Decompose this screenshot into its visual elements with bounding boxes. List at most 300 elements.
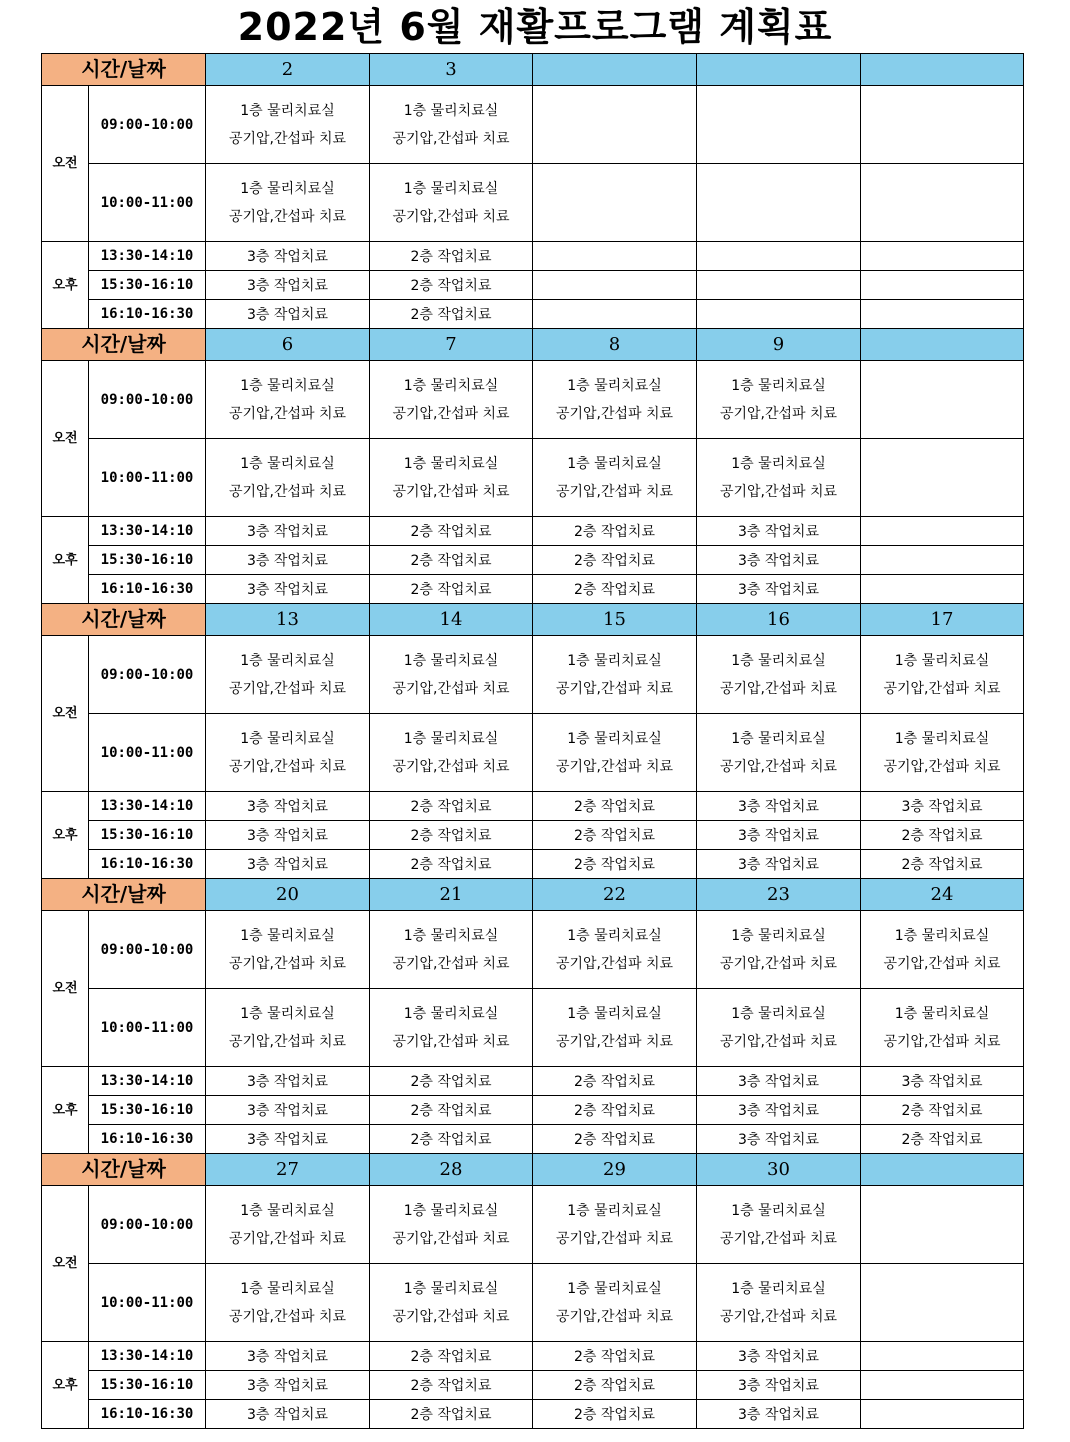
- physio-location: 1층 물리치료실: [240, 455, 335, 472]
- occupational-therapy-cell: 3층 작업치료: [697, 546, 861, 575]
- physio-location: 1층 물리치료실: [567, 652, 662, 669]
- physio-treatment: 공기압,간섭파 치료: [228, 405, 347, 422]
- occupational-therapy-cell: [861, 1400, 1024, 1429]
- physio-cell: [370, 361, 533, 439]
- physio-location: 1층 물리치료실: [567, 927, 662, 944]
- occupational-therapy-cell: 3층 작업치료: [697, 850, 861, 879]
- physio-cell: [697, 714, 861, 792]
- physio-cell: [533, 714, 697, 792]
- date-cell: 24: [861, 879, 1024, 911]
- physio-location: 1층 물리치료실: [403, 455, 499, 472]
- physio-cell: [533, 439, 697, 517]
- physio-treatment: 공기압,간섭파 치료: [392, 1033, 510, 1050]
- occupational-therapy-cell: 3층 작업치료: [206, 1400, 370, 1429]
- occupational-therapy-cell: 2층 작업치료: [370, 546, 533, 575]
- am-row: [42, 86, 1024, 164]
- date-cell: 2: [206, 54, 370, 86]
- physio-treatment: 공기압,간섭파 치료: [228, 483, 347, 500]
- occupational-therapy-cell: 2층 작업치료: [861, 1125, 1024, 1154]
- physio-location: 1층 물리치료실: [567, 1005, 662, 1022]
- occupational-therapy-cell: 2층 작업치료: [533, 546, 697, 575]
- occupational-therapy-cell: [861, 242, 1024, 271]
- occupational-therapy-cell: [861, 271, 1024, 300]
- physio-cell: [697, 164, 861, 242]
- date-cell: 14: [370, 604, 533, 636]
- time-slot: 16:10-16:30: [89, 575, 206, 604]
- physio-location: 1층 물리치료실: [403, 377, 499, 394]
- occupational-therapy-cell: 3층 작업치료: [206, 546, 370, 575]
- time-slot: 13:30-14:10: [89, 242, 206, 271]
- physio-cell: [861, 636, 1024, 714]
- time-slot: 15:30-16:10: [89, 1096, 206, 1125]
- time-date-label: 시간/날짜: [42, 54, 206, 86]
- physio-location: 1층 물리치료실: [403, 652, 499, 669]
- date-cell: 3: [370, 54, 533, 86]
- physio-treatment: 공기압,간섭파 치료: [228, 130, 347, 147]
- time-slot: 09:00-10:00: [89, 911, 206, 989]
- physio-location: 1층 물리치료실: [731, 730, 826, 747]
- occupational-therapy-cell: 2층 작업치료: [533, 850, 697, 879]
- physio-cell: [206, 164, 370, 242]
- occupational-therapy-cell: 2층 작업치료: [861, 850, 1024, 879]
- physio-location: 1층 물리치료실: [240, 1005, 335, 1022]
- date-cell: 27: [206, 1154, 370, 1186]
- occupational-therapy-cell: 2층 작업치료: [370, 1067, 533, 1096]
- occupational-therapy-cell: 2층 작업치료: [370, 575, 533, 604]
- date-cell: 7: [370, 329, 533, 361]
- physio-cell: [697, 911, 861, 989]
- physio-treatment: 공기압,간섭파 치료: [719, 405, 838, 422]
- physio-treatment: 공기압,간섭파 치료: [719, 483, 838, 500]
- physio-treatment: 공기압,간섭파 치료: [719, 680, 838, 697]
- physio-location: 1층 물리치료실: [403, 102, 499, 119]
- physio-location: 1층 물리치료실: [240, 652, 335, 669]
- pm-row: [42, 1371, 1024, 1400]
- occupational-therapy-cell: 2층 작업치료: [533, 1371, 697, 1400]
- occupational-therapy-cell: [697, 271, 861, 300]
- physio-cell: [206, 911, 370, 989]
- occupational-therapy-cell: 3층 작업치료: [206, 575, 370, 604]
- time-slot: 09:00-10:00: [89, 1186, 206, 1264]
- physio-treatment: 공기압,간섭파 치료: [555, 1230, 674, 1247]
- occupational-therapy-cell: 2층 작업치료: [370, 821, 533, 850]
- time-slot: 13:30-14:10: [89, 517, 206, 546]
- period-am-label: 오전: [42, 361, 89, 517]
- physio-cell: [370, 1264, 533, 1342]
- physio-location: 1층 물리치료실: [894, 730, 990, 747]
- occupational-therapy-cell: 3층 작업치료: [861, 1067, 1024, 1096]
- am-row: [42, 1264, 1024, 1342]
- physio-cell: [370, 1186, 533, 1264]
- physio-cell: [697, 439, 861, 517]
- pm-row: [42, 300, 1024, 329]
- physio-location: 1층 물리치료실: [403, 1280, 499, 1297]
- physio-treatment: 공기압,간섭파 치료: [719, 955, 838, 972]
- physio-cell: [533, 164, 697, 242]
- physio-cell: [861, 439, 1024, 517]
- physio-treatment: 공기압,간섭파 치료: [392, 1308, 510, 1325]
- date-cell: 9: [697, 329, 861, 361]
- time-date-label: 시간/날짜: [42, 879, 206, 911]
- physio-treatment: 공기압,간섭파 치료: [555, 1308, 674, 1325]
- time-slot: 10:00-11:00: [89, 989, 206, 1067]
- pm-row: [42, 242, 1024, 271]
- week-header-row: [42, 879, 1024, 911]
- date-cell: 22: [533, 879, 697, 911]
- physio-cell: [697, 989, 861, 1067]
- occupational-therapy-cell: [697, 300, 861, 329]
- physio-location: 1층 물리치료실: [731, 1005, 826, 1022]
- physio-cell: [697, 86, 861, 164]
- occupational-therapy-cell: 2층 작업치료: [370, 792, 533, 821]
- pm-row: [42, 1400, 1024, 1429]
- physio-treatment: 공기압,간섭파 치료: [392, 208, 510, 225]
- date-cell: 15: [533, 604, 697, 636]
- physio-cell: [206, 86, 370, 164]
- physio-location: 1층 물리치료실: [403, 927, 499, 944]
- occupational-therapy-cell: 2층 작업치료: [370, 517, 533, 546]
- physio-location: 1층 물리치료실: [894, 1005, 990, 1022]
- physio-cell: [861, 911, 1024, 989]
- physio-treatment: 공기압,간섭파 치료: [392, 758, 510, 775]
- occupational-therapy-cell: 2층 작업치료: [370, 1096, 533, 1125]
- physio-cell: [370, 86, 533, 164]
- physio-treatment: 공기압,간섭파 치료: [555, 955, 674, 972]
- physio-cell: [206, 714, 370, 792]
- week-header-row: [42, 54, 1024, 86]
- occupational-therapy-cell: [861, 546, 1024, 575]
- time-slot: 09:00-10:00: [89, 86, 206, 164]
- occupational-therapy-cell: [697, 242, 861, 271]
- physio-cell: [533, 361, 697, 439]
- physio-treatment: 공기압,간섭파 치료: [719, 1308, 838, 1325]
- physio-cell: [206, 636, 370, 714]
- page-title: 2022년 6월 재활프로그램 계획표: [237, 5, 833, 49]
- time-slot: 16:10-16:30: [89, 850, 206, 879]
- occupational-therapy-cell: 2층 작업치료: [370, 1342, 533, 1371]
- physio-treatment: 공기압,간섭파 치료: [555, 680, 674, 697]
- occupational-therapy-cell: 3층 작업치료: [206, 792, 370, 821]
- date-cell: [861, 1154, 1024, 1186]
- occupational-therapy-cell: 2층 작업치료: [533, 1067, 697, 1096]
- physio-cell: [370, 911, 533, 989]
- physio-cell: [861, 714, 1024, 792]
- physio-cell: [861, 86, 1024, 164]
- physio-location: 1층 물리치료실: [567, 455, 662, 472]
- physio-cell: [697, 1186, 861, 1264]
- date-cell: 23: [697, 879, 861, 911]
- physio-cell: [206, 989, 370, 1067]
- physio-treatment: 공기압,간섭파 치료: [555, 758, 674, 775]
- physio-location: 1층 물리치료실: [567, 730, 662, 747]
- am-row: [42, 439, 1024, 517]
- time-date-label: 시간/날짜: [42, 329, 206, 361]
- period-am-label: 오전: [42, 86, 89, 242]
- period-am-label: 오전: [42, 1186, 89, 1342]
- physio-cell: [370, 989, 533, 1067]
- time-slot: 10:00-11:00: [89, 164, 206, 242]
- physio-location: 1층 물리치료실: [240, 1280, 335, 1297]
- physio-location: 1층 물리치료실: [894, 652, 990, 669]
- time-slot: 15:30-16:10: [89, 821, 206, 850]
- occupational-therapy-cell: 3층 작업치료: [206, 300, 370, 329]
- period-pm-label: 오후: [42, 1067, 89, 1154]
- date-cell: [533, 54, 697, 86]
- time-date-label: 시간/날짜: [42, 604, 206, 636]
- occupational-therapy-cell: [861, 575, 1024, 604]
- pm-row: [42, 1067, 1024, 1096]
- physio-cell: [861, 1186, 1024, 1264]
- physio-treatment: 공기압,간섭파 치료: [228, 1033, 347, 1050]
- date-cell: 30: [697, 1154, 861, 1186]
- occupational-therapy-cell: 3층 작업치료: [697, 1371, 861, 1400]
- occupational-therapy-cell: 2층 작업치료: [533, 1125, 697, 1154]
- time-slot: 13:30-14:10: [89, 1067, 206, 1096]
- physio-treatment: 공기압,간섭파 치료: [719, 1230, 838, 1247]
- pm-row: [42, 821, 1024, 850]
- physio-location: 1층 물리치료실: [731, 652, 826, 669]
- time-date-label: 시간/날짜: [42, 1154, 206, 1186]
- physio-location: 1층 물리치료실: [240, 377, 335, 394]
- physio-location: 1층 물리치료실: [731, 927, 826, 944]
- physio-cell: [370, 164, 533, 242]
- physio-cell: [206, 1186, 370, 1264]
- physio-treatment: 공기압,간섭파 치료: [228, 1308, 347, 1325]
- occupational-therapy-cell: 2층 작업치료: [533, 517, 697, 546]
- physio-cell: [697, 636, 861, 714]
- occupational-therapy-cell: 2층 작업치료: [370, 271, 533, 300]
- am-row: [42, 164, 1024, 242]
- physio-location: 1층 물리치료실: [731, 1280, 826, 1297]
- physio-location: 1층 물리치료실: [403, 1202, 499, 1219]
- period-pm-label: 오후: [42, 242, 89, 329]
- pm-row: [42, 850, 1024, 879]
- occupational-therapy-cell: 2층 작업치료: [861, 1096, 1024, 1125]
- physio-cell: [206, 1264, 370, 1342]
- date-cell: 8: [533, 329, 697, 361]
- physio-treatment: 공기압,간섭파 치료: [883, 955, 1001, 972]
- physio-cell: [370, 636, 533, 714]
- pm-row: [42, 1125, 1024, 1154]
- physio-cell: [533, 1264, 697, 1342]
- date-cell: 6: [206, 329, 370, 361]
- occupational-therapy-cell: 2층 작업치료: [370, 1125, 533, 1154]
- occupational-therapy-cell: 2층 작업치료: [533, 1400, 697, 1429]
- occupational-therapy-cell: 2층 작업치료: [533, 821, 697, 850]
- physio-location: 1층 물리치료실: [240, 730, 335, 747]
- occupational-therapy-cell: 2층 작업치료: [861, 821, 1024, 850]
- occupational-therapy-cell: 2층 작업치료: [533, 792, 697, 821]
- physio-cell: [861, 1264, 1024, 1342]
- occupational-therapy-cell: [861, 1371, 1024, 1400]
- date-cell: 28: [370, 1154, 533, 1186]
- physio-treatment: 공기압,간섭파 치료: [392, 405, 510, 422]
- physio-treatment: 공기압,간섭파 치료: [228, 208, 347, 225]
- physio-location: 1층 물리치료실: [403, 1005, 499, 1022]
- occupational-therapy-cell: 3층 작업치료: [206, 242, 370, 271]
- physio-location: 1층 물리치료실: [403, 180, 499, 197]
- time-slot: 15:30-16:10: [89, 546, 206, 575]
- occupational-therapy-cell: 3층 작업치료: [206, 1371, 370, 1400]
- date-cell: 29: [533, 1154, 697, 1186]
- physio-location: 1층 물리치료실: [567, 1202, 662, 1219]
- physio-cell: [697, 1264, 861, 1342]
- occupational-therapy-cell: 3층 작업치료: [861, 792, 1024, 821]
- week-header-row: [42, 604, 1024, 636]
- occupational-therapy-cell: [861, 300, 1024, 329]
- occupational-therapy-cell: 3층 작업치료: [697, 1400, 861, 1429]
- physio-treatment: 공기압,간섭파 치료: [392, 1230, 510, 1247]
- physio-cell: [370, 714, 533, 792]
- physio-treatment: 공기압,간섭파 치료: [883, 758, 1001, 775]
- physio-location: 1층 물리치료실: [731, 455, 826, 472]
- occupational-therapy-cell: 3층 작업치료: [697, 821, 861, 850]
- occupational-therapy-cell: 2층 작업치료: [370, 1400, 533, 1429]
- physio-cell: [697, 361, 861, 439]
- period-am-label: 오전: [42, 636, 89, 792]
- physio-location: 1층 물리치료실: [567, 377, 662, 394]
- physio-cell: [533, 989, 697, 1067]
- occupational-therapy-cell: 3층 작업치료: [206, 850, 370, 879]
- time-slot: 10:00-11:00: [89, 1264, 206, 1342]
- am-row: [42, 911, 1024, 989]
- occupational-therapy-cell: 2층 작업치료: [533, 575, 697, 604]
- am-row: [42, 361, 1024, 439]
- pm-row: [42, 792, 1024, 821]
- physio-cell: [206, 361, 370, 439]
- am-row: [42, 1186, 1024, 1264]
- physio-location: 1층 물리치료실: [240, 1202, 335, 1219]
- occupational-therapy-cell: 3층 작업치료: [206, 517, 370, 546]
- physio-treatment: 공기압,간섭파 치료: [555, 483, 674, 500]
- physio-treatment: 공기압,간섭파 치료: [392, 680, 510, 697]
- period-pm-label: 오후: [42, 1342, 89, 1429]
- occupational-therapy-cell: 3층 작업치료: [206, 1096, 370, 1125]
- occupational-therapy-cell: 3층 작업치료: [697, 575, 861, 604]
- occupational-therapy-cell: 3층 작업치료: [206, 271, 370, 300]
- occupational-therapy-cell: 3층 작업치료: [697, 1342, 861, 1371]
- occupational-therapy-cell: 3층 작업치료: [697, 1067, 861, 1096]
- pm-row: [42, 575, 1024, 604]
- physio-treatment: 공기압,간섭파 치료: [228, 680, 347, 697]
- physio-cell: [370, 439, 533, 517]
- occupational-therapy-cell: 3층 작업치료: [206, 1342, 370, 1371]
- period-pm-label: 오후: [42, 517, 89, 604]
- physio-cell: [533, 911, 697, 989]
- occupational-therapy-cell: 2층 작업치료: [370, 242, 533, 271]
- week-header-row: [42, 1154, 1024, 1186]
- occupational-therapy-cell: [533, 242, 697, 271]
- time-slot: 13:30-14:10: [89, 1342, 206, 1371]
- period-pm-label: 오후: [42, 792, 89, 879]
- date-cell: 13: [206, 604, 370, 636]
- time-slot: 16:10-16:30: [89, 1125, 206, 1154]
- physio-location: 1층 물리치료실: [567, 1280, 662, 1297]
- pm-row: [42, 271, 1024, 300]
- physio-cell: [533, 86, 697, 164]
- date-cell: [861, 54, 1024, 86]
- time-slot: 10:00-11:00: [89, 439, 206, 517]
- physio-location: 1층 물리치료실: [240, 102, 335, 119]
- physio-treatment: 공기압,간섭파 치료: [392, 130, 510, 147]
- physio-treatment: 공기압,간섭파 치료: [228, 955, 347, 972]
- occupational-therapy-cell: 2층 작업치료: [370, 300, 533, 329]
- physio-treatment: 공기압,간섭파 치료: [392, 483, 510, 500]
- period-am-label: 오전: [42, 911, 89, 1067]
- time-slot: 09:00-10:00: [89, 636, 206, 714]
- date-cell: [697, 54, 861, 86]
- time-slot: 10:00-11:00: [89, 714, 206, 792]
- physio-treatment: 공기압,간섭파 치료: [719, 758, 838, 775]
- date-cell: 21: [370, 879, 533, 911]
- date-cell: 16: [697, 604, 861, 636]
- physio-treatment: 공기압,간섭파 치료: [392, 955, 510, 972]
- schedule-table: [41, 53, 1024, 1429]
- occupational-therapy-cell: [861, 517, 1024, 546]
- time-slot: 16:10-16:30: [89, 300, 206, 329]
- occupational-therapy-cell: 3층 작업치료: [206, 1125, 370, 1154]
- pm-row: [42, 517, 1024, 546]
- occupational-therapy-cell: 3층 작업치료: [697, 792, 861, 821]
- occupational-therapy-cell: 2층 작업치료: [370, 1371, 533, 1400]
- occupational-therapy-cell: 3층 작업치료: [206, 1067, 370, 1096]
- pm-row: [42, 546, 1024, 575]
- occupational-therapy-cell: 3층 작업치료: [697, 1125, 861, 1154]
- pm-row: [42, 1342, 1024, 1371]
- occupational-therapy-cell: 2층 작업치료: [370, 850, 533, 879]
- am-row: [42, 636, 1024, 714]
- time-slot: 09:00-10:00: [89, 361, 206, 439]
- occupational-therapy-cell: 3층 작업치료: [697, 1096, 861, 1125]
- date-cell: 17: [861, 604, 1024, 636]
- physio-cell: [861, 989, 1024, 1067]
- physio-cell: [206, 439, 370, 517]
- physio-location: 1층 물리치료실: [894, 927, 990, 944]
- physio-treatment: 공기압,간섭파 치료: [555, 405, 674, 422]
- physio-location: 1층 물리치료실: [240, 927, 335, 944]
- occupational-therapy-cell: 2층 작업치료: [533, 1342, 697, 1371]
- physio-treatment: 공기압,간섭파 치료: [883, 1033, 1001, 1050]
- physio-location: 1층 물리치료실: [403, 730, 499, 747]
- physio-cell: [533, 636, 697, 714]
- occupational-therapy-cell: [533, 271, 697, 300]
- time-slot: 15:30-16:10: [89, 271, 206, 300]
- physio-treatment: 공기압,간섭파 치료: [883, 680, 1001, 697]
- occupational-therapy-cell: 3층 작업치료: [697, 517, 861, 546]
- time-slot: 13:30-14:10: [89, 792, 206, 821]
- occupational-therapy-cell: 3층 작업치료: [206, 821, 370, 850]
- physio-cell: [861, 361, 1024, 439]
- physio-cell: [861, 164, 1024, 242]
- physio-cell: [533, 1186, 697, 1264]
- time-slot: 15:30-16:10: [89, 1371, 206, 1400]
- physio-location: 1층 물리치료실: [731, 377, 826, 394]
- physio-location: 1층 물리치료실: [240, 180, 335, 197]
- pm-row: [42, 1096, 1024, 1125]
- physio-treatment: 공기압,간섭파 치료: [555, 1033, 674, 1050]
- physio-treatment: 공기압,간섭파 치료: [719, 1033, 838, 1050]
- physio-treatment: 공기압,간섭파 치료: [228, 758, 347, 775]
- week-header-row: [42, 329, 1024, 361]
- time-slot: 16:10-16:30: [89, 1400, 206, 1429]
- am-row: [42, 714, 1024, 792]
- physio-location: 1층 물리치료실: [731, 1202, 826, 1219]
- am-row: [42, 989, 1024, 1067]
- date-cell: [861, 329, 1024, 361]
- occupational-therapy-cell: [861, 1342, 1024, 1371]
- date-cell: 20: [206, 879, 370, 911]
- physio-treatment: 공기압,간섭파 치료: [228, 1230, 347, 1247]
